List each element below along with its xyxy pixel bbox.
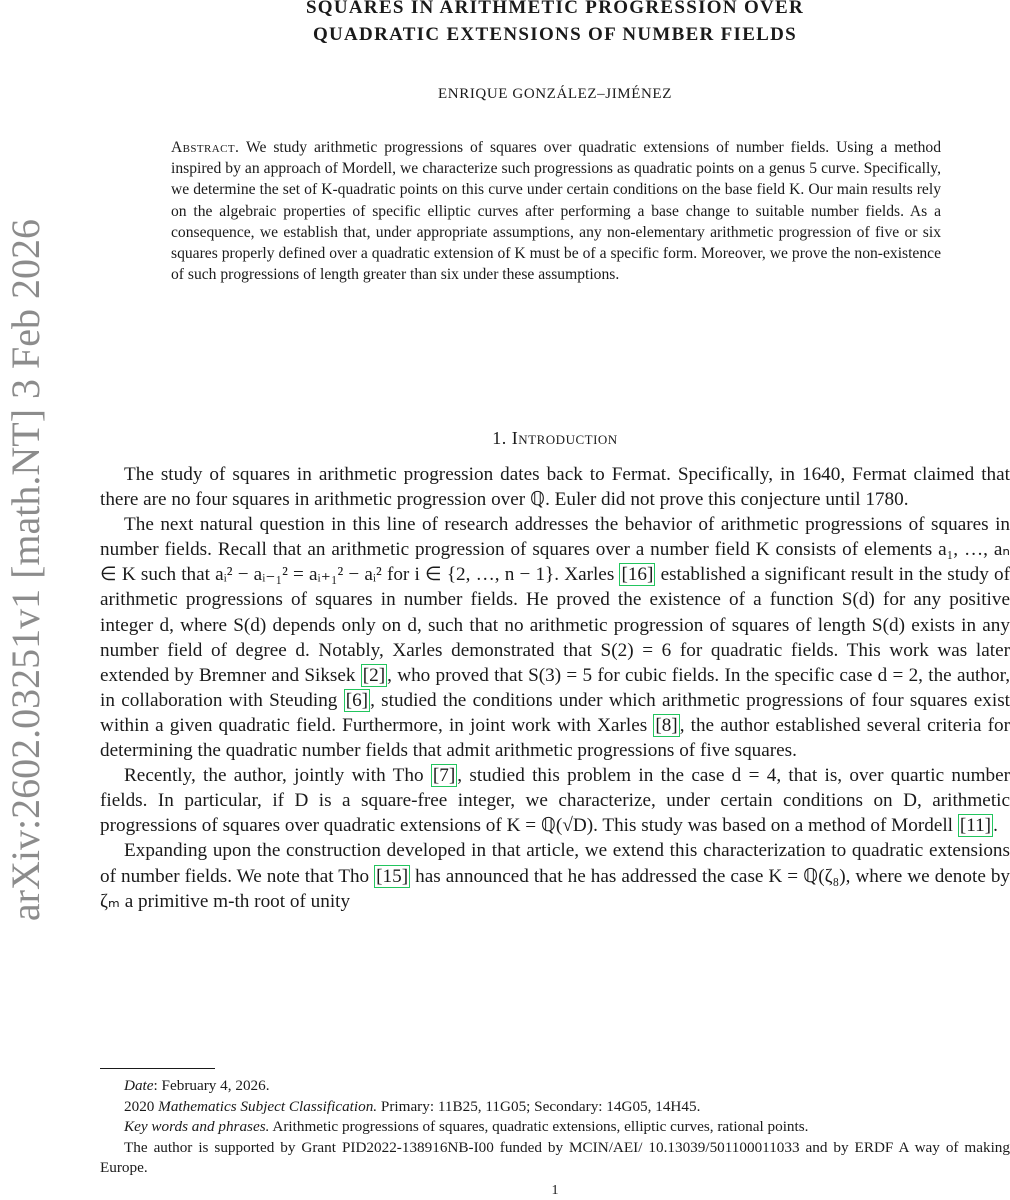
- footnote-keywords-label: Key words and phrases.: [124, 1118, 270, 1135]
- paragraph-4-part-a: Expanding upon the construction developed in that article, we extend this characterization to quadratic extensions of number fields. We note that Tho: [100, 840, 1010, 887]
- citation-16[interactable]: [16]: [621, 564, 654, 586]
- paragraph-3-part-a: Recently, the author, jointly with Tho: [124, 765, 424, 787]
- citation-6[interactable]: [6]: [345, 689, 369, 711]
- citation-2[interactable]: [2]: [362, 664, 386, 686]
- paragraph-2-part-d: , studied the conditions under which arithmetic progressions of four squares exist within a given quadratic field. Furthermore, in joint work with Xarles: [100, 689, 1010, 736]
- paragraph-1: The study of squares in arithmetic progression dates back to Fermat. Specifically, in 1640, Fermat claimed that there are no four squares in arithmetic progression over ℚ. Euler did not prove this conjecture until 1780.: [100, 464, 1010, 511]
- section-number: 1.: [492, 428, 507, 448]
- author-name: ENRIQUE GONZÁLEZ–JIMÉNEZ: [438, 86, 672, 102]
- footnotes: [100, 1076, 1010, 1179]
- paragraph-4-part-b: has announced that he has addressed the case K = ℚ(ζ₈), where we denote by ζₘ a primitive m-th root of unity: [100, 865, 1010, 912]
- citation-11[interactable]: [11]: [959, 815, 992, 837]
- footnote-date-label: Date: [124, 1077, 154, 1094]
- footnote-msc: [100, 1097, 1010, 1118]
- paragraph-3: [100, 763, 1010, 838]
- section-title-text: Introduction: [511, 428, 618, 448]
- abstract-label: Abstract.: [171, 139, 240, 156]
- citation-7[interactable]: [7]: [432, 765, 456, 787]
- abstract-text: We study arithmetic progressions of squares over quadratic extensions of number fields. Using a method inspired by an approach of Mordell, we characterize such progressions as quadratic points on a genus 5 curve. Specifically, we determine the set of K-quadratic points on this curve under certain conditions on the base field K. Our main results rely on the algebraic properties of specific elliptic curves after performing a base change to suitable number fields. As a consequence, we establish that, under appropriate assumptions, any non-elementary arithmetic progression of five or six squares properly defined over a quadratic extension of K must be of a specific form. Moreover, we prove the non-existence of such progressions of length greater than six under these assumptions.: [171, 139, 941, 284]
- page-number: 1: [551, 1183, 559, 1198]
- abstract: [171, 137, 941, 285]
- paper-title-line-1: SQUARES IN ARITHMETIC PROGRESSION OVER: [305, 0, 805, 18]
- paragraph-4: [100, 838, 1010, 913]
- footnote-rule: [100, 1068, 215, 1069]
- footnote-msc-year: 2020: [124, 1097, 159, 1115]
- paragraph-2-part-e: , the author established several criteria for determining the quadratic number fields that admit arithmetic progressions of five squares.: [100, 714, 1010, 762]
- paper-title-line-2: QUADRATIC EXTENSIONS OF NUMBER FIELDS: [312, 24, 798, 45]
- paragraph-3-part-b: , studied this problem in the case d = 4, that is, over quartic number fields. In particular, if D is a square-free integer, we characterize, under certain conditions on D, arithmetic progressions of squares over quadratic extensions of K = ℚ(√D). This study was based on a method of Mordell: [100, 765, 1010, 837]
- paragraph-2-part-a: The next natural question in this line of research addresses the behavior of arithmetic progressions of squares in number fields. Recall that an arithmetic progression of squares over a number field K consists of elements a₁, …, aₙ ∈ K such that aᵢ² − aᵢ₋₁² = aᵢ₊₁² − aᵢ² for i ∈ {2, …, n − 1}. Xarles: [100, 514, 1010, 586]
- paragraph-3-part-c: .: [993, 815, 998, 837]
- footnote-keywords: [100, 1117, 1010, 1138]
- paragraph-2: [100, 512, 1010, 763]
- footnote-date: [100, 1076, 1010, 1097]
- paragraph-2-part-b: established a significant result in the study of arithmetic progressions of squares in number fields. He proved the existence of a function S(d) for any positive integer d, where S(d) depends only on d, such that no arithmetic progression of squares of length S(d) exists in any number field of degree d. Notably, Xarles demonstrated that S(2) = 6 for quadratic fields. This work was later extended by Bremner and Siksek: [100, 564, 1010, 686]
- footnote-msc-label: Mathematics Subject Classification.: [158, 1097, 378, 1115]
- footnote-funding: The author is supported by Grant PID2022-138916NB-I00 funded by MCIN/AEI/ 10.13039/501100011033 and by ERDF A way of making Europe.: [100, 1138, 1010, 1176]
- footnote-msc-value: Primary: 11B25, 11G05; Secondary: 14G05, 14H45.: [377, 1097, 701, 1115]
- footnote-date-value: : February 4, 2026.: [153, 1077, 270, 1094]
- citation-8[interactable]: [8]: [655, 714, 678, 736]
- section-heading: [100, 428, 1010, 449]
- body-text: [100, 462, 1010, 914]
- paragraph-2-part-c: , who proved that S(3) = 5 for cubic fields. In the specific case d = 2, the author, in collaboration with Steuding: [100, 664, 1010, 711]
- footnote-keywords-value: Arithmetic progressions of squares, quadratic extensions, elliptic curves, rational points.: [269, 1118, 809, 1135]
- paper-title: [100, 0, 1010, 48]
- arxiv-identifier-stamp: arXiv:2602.03251v1 [math.NT] 3 Feb 2026: [3, 218, 48, 922]
- citation-15[interactable]: [15]: [376, 865, 409, 887]
